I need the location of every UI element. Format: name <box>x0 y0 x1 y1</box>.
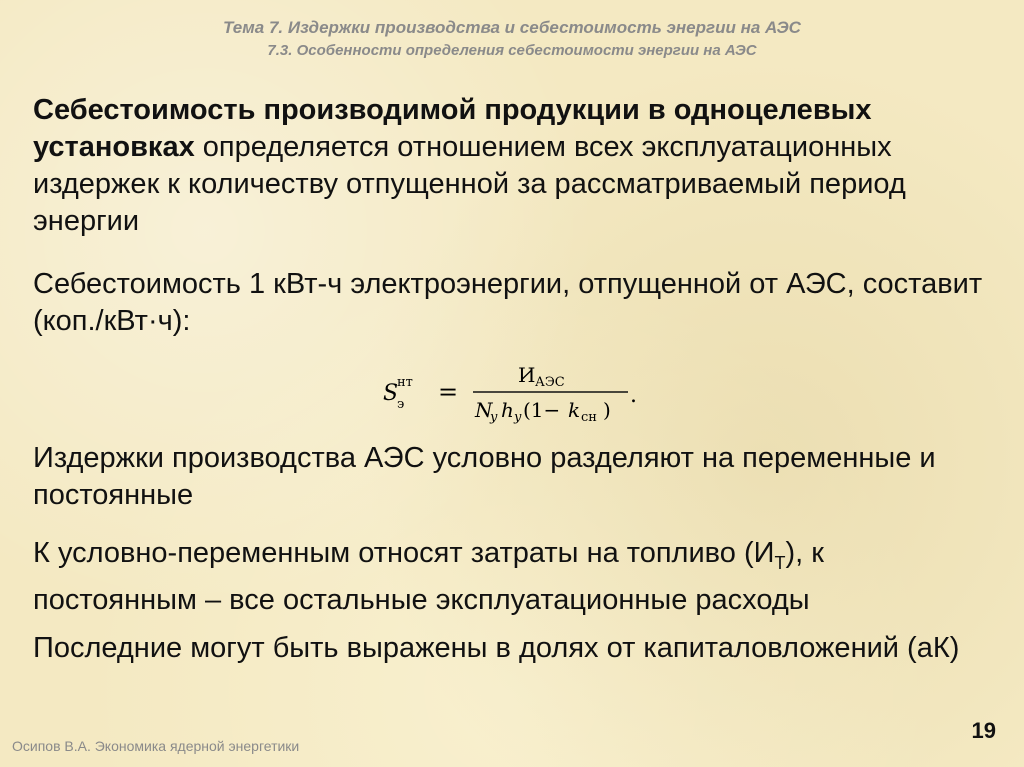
formula-den-h-sub: у <box>514 410 522 425</box>
paragraph-definition-bold: Себестоимость производимой продукции в одноцелевых установках <box>33 94 872 163</box>
formula-numerator-sub: АЭС <box>535 375 565 390</box>
paragraph-variable-fixed-a: К условно-переменным относят затраты на топливо (И <box>33 537 775 569</box>
slide-section-subtitle: 7.3. Особенности определения себестоимости энергии на АЭС <box>267 42 757 59</box>
formula-den-k-sub: сн <box>581 410 597 425</box>
formula-den-h: h <box>501 398 514 422</box>
paragraph-cost-intro: Себестоимость 1 кВт-ч электроэнергии, отпущенной от АЭС, составит (коп./кВт·ч): <box>33 268 983 337</box>
paragraph-variable-fixed <box>33 535 993 619</box>
formula-den-paren-close: ) <box>603 398 611 422</box>
formula-trailing-dot: . <box>630 383 637 408</box>
page-number: 19 <box>971 718 996 743</box>
paragraph-cost-split: Издержки производства АЭС условно разделяют на переменные и постоянные <box>33 442 936 511</box>
formula-den-paren-open: (1− <box>523 398 561 422</box>
formula-den-k: k <box>568 398 581 422</box>
footer-author: Осипов В.А. Экономика ядерной энергетики <box>12 738 300 754</box>
formula-equals: = <box>438 378 459 406</box>
formula-den-n: N <box>475 398 493 422</box>
paragraph-variable-fixed-b: ), к постоянным – все остальные эксплуатационные расходы <box>33 537 824 616</box>
formula-lhs-sup: нт <box>397 375 413 390</box>
slide-topic-title: Тема 7. Издержки производства и себестоимость энергии на АЭС <box>223 18 801 37</box>
formula-den-n-sub: у <box>490 410 498 425</box>
fuel-cost-subscript: Т <box>774 552 786 573</box>
formula-lhs-symbol: S <box>383 381 399 406</box>
paragraph-definition-rest: определяется отношением всех эксплуатационных издержек к количеству отпущенной за рассматриваемый период энергии <box>33 131 906 237</box>
paragraph-definition <box>33 92 993 240</box>
formula-lhs-sub: э <box>397 397 405 412</box>
paragraph-capital-share: Последние могут быть выражены в долях от капиталовложений (аК) <box>33 632 960 664</box>
cost-formula <box>383 362 653 432</box>
formula-numerator: И <box>518 363 536 387</box>
